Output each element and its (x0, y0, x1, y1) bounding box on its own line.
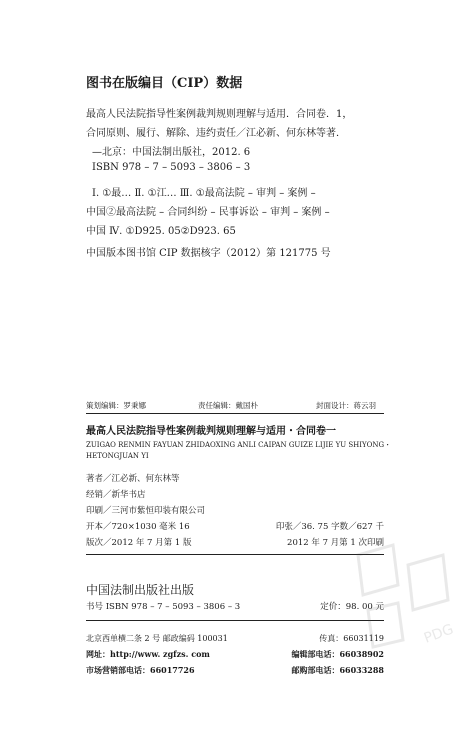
book-pinyin-line-2: HETONGJUAN YI (86, 452, 149, 460)
editorial-phone: 编辑部电话：66038902 (291, 649, 384, 659)
edition: 版次／2012 年 7 月第 1 版 (86, 538, 192, 548)
format: 开本／720×1030 毫米 16 (86, 522, 190, 532)
sheets-word-count: 印张／36. 75 字数／627 千 (275, 522, 384, 532)
fax: 传真：66031119 (319, 634, 384, 643)
planning-editor: 策划编辑：罗秉娜 (86, 401, 146, 410)
divider-top (86, 413, 384, 414)
book-title: 最高人民法院指导性案例裁判规则理解与适用・合同卷一 (86, 426, 336, 437)
book-pinyin-line-1: ZUIGAO RENMIN FAYUAN ZHIDAOXING ANLI CAIPAN GUIZE LIJIE YU SHIYONG・ (86, 441, 392, 449)
isbn: 书号 ISBN 978 – 7 – 5093 – 3806 – 3 (86, 602, 241, 612)
cip-line-1: 最高人民法院指导性案例裁判规则理解与适用．合同卷．1， (86, 109, 353, 120)
responsible-editor: 责任编辑：戴国朴 (198, 401, 258, 410)
watermark-seal-icon (338, 525, 468, 665)
publisher-name: 中国法制出版社出版 (86, 583, 195, 597)
marketing-phone: 市场营销部电话：66017726 (86, 665, 195, 675)
cover-designer: 封面设计：蒋云羽 (316, 401, 376, 410)
cip-line-3: —北京：中国法制出版社，2012. 6 (92, 147, 251, 158)
website: 网址：http://www. zgfzs. com (86, 649, 210, 659)
cip-title: 图书在版编目（CIP）数据 (86, 76, 243, 91)
price: 定价：98. 00 元 (320, 602, 384, 612)
address: 北京西单横二条 2 号 邮政编码 100031 (86, 634, 228, 643)
cip-line-6: 中国②最高法院 – 合同纠纷 – 民事诉讼 – 审判 – 案例 – (86, 207, 330, 218)
watermark-label: PDG (421, 621, 456, 647)
cip-line-2: 合同原则、履行、解除、违约责任／江必新、何东林等著． (86, 128, 346, 139)
cip-line-7: 中国 Ⅳ. ①D925. 05②D923. 65 (86, 226, 236, 237)
printing: 2012 年 7 月第 1 次印刷 (287, 538, 384, 548)
cip-data-number: 中国版本图书馆 CIP 数据核字（2012）第 121775 号 (86, 248, 331, 259)
distributor: 经销／新华书店 (86, 490, 146, 500)
author: 著者／江必新、何东林等 (86, 474, 180, 484)
mail-order-phone: 邮购部电话：66033288 (291, 665, 384, 675)
cip-line-4: ISBN 978 – 7 – 5093 – 3806 – 3 (92, 162, 251, 173)
cip-line-5: Ⅰ. ①最… Ⅱ. ①江… Ⅲ. ①最高法院 – 审判 – 案例 – (92, 188, 316, 199)
watermark (338, 525, 468, 665)
printer: 印刷／三河市紫恒印装有限公司 (86, 506, 206, 516)
